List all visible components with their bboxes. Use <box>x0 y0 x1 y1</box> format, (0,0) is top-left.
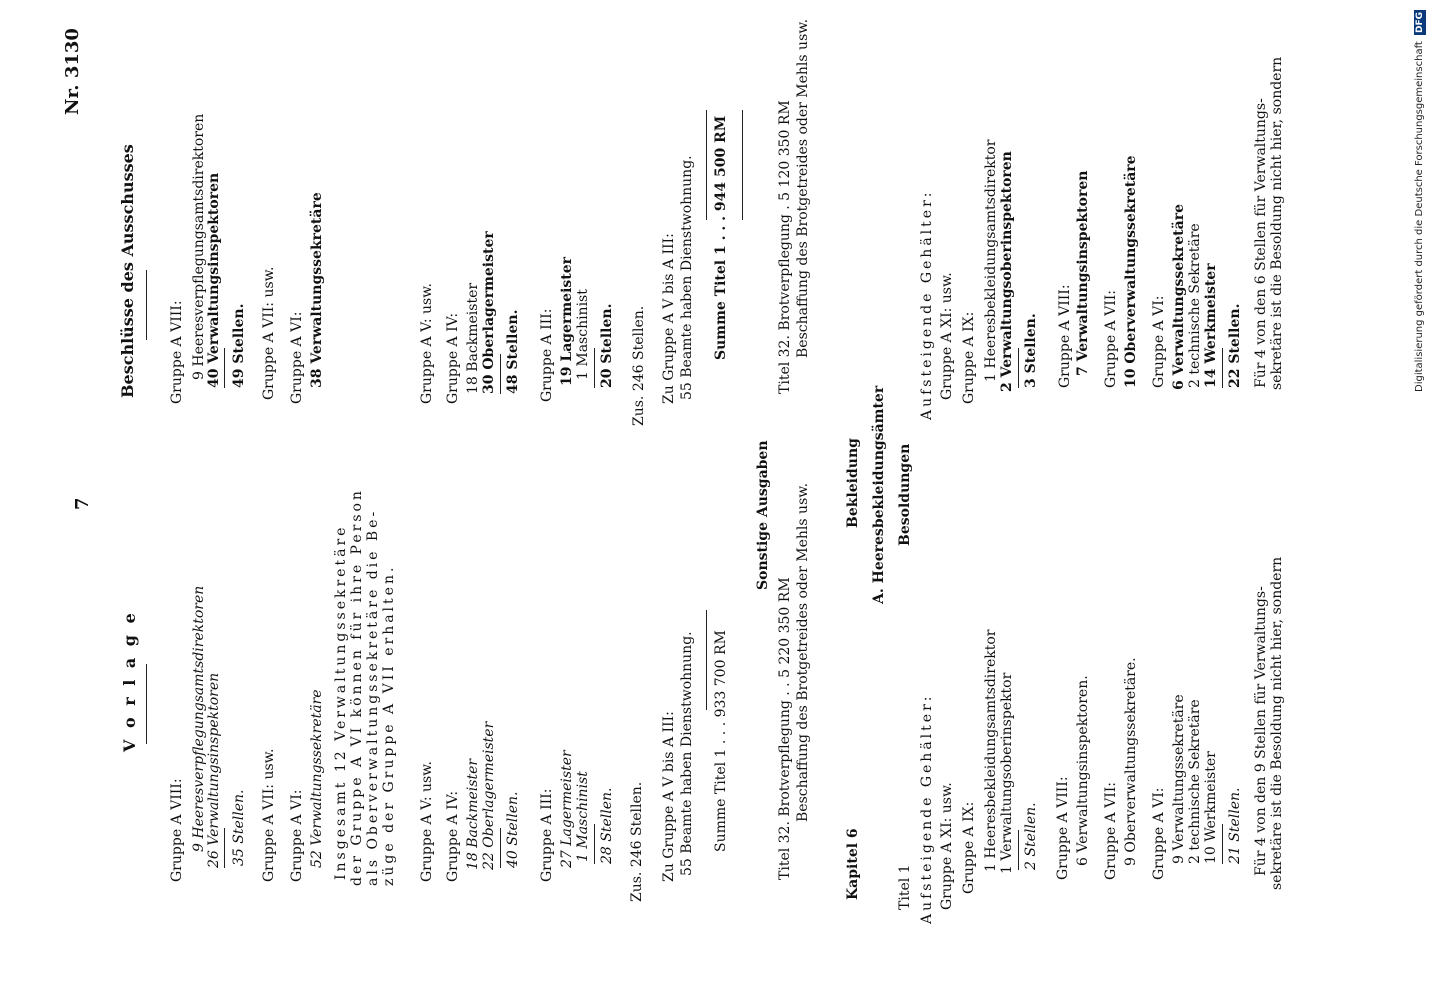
r2-gxi: Gruppe A XI: usw. <box>939 272 955 400</box>
l2-fuer1: Für 4 von den 9 Stellen für Verwaltungs- <box>1253 586 1269 876</box>
l-g3-r1: 27 Lagermeister <box>559 750 575 868</box>
beschluesse-title: Beschlüsse des Ausschusses <box>118 144 137 398</box>
l2-gxi: Gruppe A XI: usw. <box>939 782 955 910</box>
r2-g6-r3: 14 Werkmeister <box>1203 263 1219 388</box>
l2-g6-sum: 21 Stellen. <box>1227 787 1243 864</box>
l2-g6-r1: 9 Verwaltungssekretäre <box>1171 694 1187 864</box>
l-g4: Gruppe A IV: <box>445 790 461 882</box>
l2-gix-r2: 1 Verwaltungsoberinspektor <box>999 672 1015 874</box>
r-g8-rule <box>224 348 225 388</box>
r-g7: Gruppe A VII: usw. <box>261 266 277 400</box>
l-zu1: Zu Gruppe A V bis A III: <box>661 711 677 882</box>
r-g4-rule <box>500 354 501 394</box>
r2-gix: Gruppe A IX: <box>961 311 977 404</box>
r2-g8-r1: 7 Verwaltungsinspektoren <box>1075 170 1091 376</box>
l-g3: Gruppe A III: <box>539 788 555 882</box>
r2-g6-r1: 6 Verwaltungssekretäre <box>1171 203 1187 390</box>
l-t32-a: Titel 32. Brotverpflegung . . 5 220 350 RM <box>777 577 793 880</box>
l-g4-sum: 40 Stellen. <box>505 791 521 868</box>
r-g3-r2: 1 Maschinist <box>575 289 591 380</box>
l2-aufst: Aufsteigende Gehälter: <box>919 693 935 924</box>
r2-gix-r2: 2 Verwaltungsoberinspektoren <box>999 151 1015 392</box>
l2-g6: Gruppe A VI: <box>1151 787 1167 880</box>
r-summe-rule <box>706 110 707 220</box>
l2-gix-sum: 2 Stellen. <box>1023 802 1039 870</box>
l-g8-sum: 35 Stellen. <box>231 789 247 866</box>
l2-g8: Gruppe A VIII: <box>1055 776 1071 880</box>
l-g3-r2: 1 Maschinist <box>575 771 591 862</box>
l-g4-r2: 22 Oberlagermeister <box>481 721 497 870</box>
r-g8-r2: 40 Verwaltungsinspektoren <box>206 172 222 388</box>
r2-g6-sum: 22 Stellen. <box>1227 303 1243 388</box>
r-summe-rule-2 <box>742 110 743 220</box>
l2-titel1: Titel 1 <box>897 864 913 910</box>
l-summe-rule <box>706 610 707 710</box>
r-g3: Gruppe A III: <box>539 308 555 402</box>
l-g7: Gruppe A VII: usw. <box>261 748 277 882</box>
doc-number: Nr. 3130 <box>62 28 83 115</box>
bekleidung-heading: Bekleidung <box>845 438 861 528</box>
r2-fuer1: Für 4 von den 6 Stellen für Verwaltungs- <box>1253 98 1269 388</box>
l2-g6-r3: 10 Werkmeister <box>1203 751 1219 864</box>
r-g4-r2: 30 Oberlagermeister <box>481 231 497 394</box>
page-number: 7 <box>72 497 93 510</box>
l-g8-r1: 9 Heeresverpflegungsamtsdirektoren <box>191 585 207 852</box>
dfg-text: Digitalisierung gefördert durch die Deutsche Forschungsgemeinschaft <box>1414 41 1425 392</box>
l-g6-note4: züge der Gruppe A VII erhalten. <box>381 564 397 886</box>
l2-gix-rule <box>1018 830 1019 870</box>
vorlage-rule <box>146 664 147 744</box>
r-summe: Summe Titel 1 . . . 944 500 RM <box>713 115 729 360</box>
r2-fuer2: sekretäre ist die Besoldung nicht hier, sondern <box>1269 56 1285 390</box>
r-g6-r1: 38 Verwaltungssekretäre <box>309 192 325 388</box>
l-summe: Summe Titel 1 . . . 933 700 RM <box>713 630 729 852</box>
r2-gix-sum: 3 Stellen. <box>1023 313 1039 388</box>
l2-gix: Gruppe A IX: <box>961 801 977 894</box>
r-zu2: 55 Beamte haben Dienstwohnung. <box>679 155 695 400</box>
dfg-attribution <box>1412 10 1432 410</box>
kapitel-heading: Kapitel 6 <box>845 828 861 900</box>
r-g3-rule <box>594 348 595 388</box>
l-t32-b: Beschaffung des Brotgetreides oder Mehls usw. <box>795 482 811 822</box>
besoldungen-heading: Besoldungen <box>897 443 913 546</box>
r2-g8: Gruppe A VIII: <box>1057 284 1073 388</box>
vorlage-title: V o r l a g e <box>120 610 139 752</box>
r-zus: Zus. 246 Stellen. <box>631 305 647 426</box>
r-g3-sum: 20 Stellen. <box>599 303 615 388</box>
r2-g6: Gruppe A VI: <box>1151 295 1167 388</box>
l-g3-sum: 28 Stellen. <box>599 787 615 864</box>
r-g8-r1: 9 Heeresverpflegungsamtsdirektoren <box>191 113 207 380</box>
l-g8-rule <box>224 828 225 868</box>
l-g6-r1: 52 Verwaltungssekretäre <box>309 689 325 868</box>
l-g6-note1: Insgesamt 12 Verwaltungssekretäre <box>333 524 349 880</box>
r2-g7-r1: 10 Oberverwaltungssekretäre <box>1123 155 1139 388</box>
r-g3-r1: 19 Lagermeister <box>559 256 575 386</box>
l2-g6-rule <box>1222 824 1223 864</box>
l-g4-r1: 18 Backmeister <box>465 758 481 870</box>
l-g6-note2: der Gruppe A VI können für ihre Person <box>349 488 365 886</box>
l2-fuer2: sekretäre ist die Besoldung nicht hier, sondern <box>1269 556 1285 890</box>
r-g5: Gruppe A V: usw. <box>419 283 435 404</box>
l-zu2: 55 Beamte haben Dienstwohnung. <box>679 631 695 876</box>
l2-g7-r1: 9 Oberverwaltungssekretäre. <box>1123 657 1139 866</box>
l2-g8-r1: 6 Verwaltungsinspektoren. <box>1075 675 1091 866</box>
l-g8-r2: 26 Verwaltungsinspektoren <box>206 672 222 868</box>
l-g5: Gruppe A V: usw. <box>419 761 435 882</box>
sonstige-heading: Sonstige Ausgaben <box>755 440 771 590</box>
r-g8-sum: 49 Stellen. <box>231 303 247 388</box>
r2-g6-r2: 2 technische Sekretäre <box>1187 223 1203 388</box>
l-g4-rule <box>500 828 501 868</box>
r-zu1: Zu Gruppe A V bis A III: <box>661 233 677 404</box>
l2-g7: Gruppe A VII: <box>1103 782 1119 880</box>
l-g8: Gruppe A VIII: <box>169 778 185 882</box>
l-g3-rule <box>594 824 595 864</box>
r-t32-a: Titel 32. Brotverpflegung . 5 120 350 RM <box>777 100 793 394</box>
r-t32-b: Beschaffung des Brotgetreides oder Mehls usw. <box>795 18 811 358</box>
r-g4: Gruppe A IV: <box>445 312 461 404</box>
dfg-logo: DFG <box>1415 11 1425 33</box>
l-zus: Zus. 246 Stellen. <box>629 781 645 902</box>
heeres-heading: A. Heeresbekleidungsämter <box>871 385 887 604</box>
r2-gix-rule <box>1018 348 1019 388</box>
l-g6: Gruppe A VI: <box>289 789 305 882</box>
r-g4-r1: 18 Backmeister <box>465 282 481 394</box>
r2-aufst: Aufsteigende Gehälter: <box>919 189 935 420</box>
r2-g6-rule <box>1222 348 1223 388</box>
l2-gix-r1: 1 Heeresbekleidungsamtsdirektor <box>983 629 999 872</box>
l-g6-note3: als Oberverwaltungssekretäre die Be- <box>365 508 381 886</box>
r-g8: Gruppe A VIII: <box>169 300 185 404</box>
r2-g7: Gruppe A VII: <box>1103 290 1119 388</box>
r2-gix-r1: 1 Heeresbekleidungsamtsdirektor <box>983 139 999 382</box>
beschluesse-rule <box>146 270 147 340</box>
r-g6: Gruppe A VI: <box>289 311 305 404</box>
r-g4-sum: 48 Stellen. <box>505 309 521 394</box>
l2-g6-r2: 2 technische Sekretäre <box>1187 699 1203 864</box>
